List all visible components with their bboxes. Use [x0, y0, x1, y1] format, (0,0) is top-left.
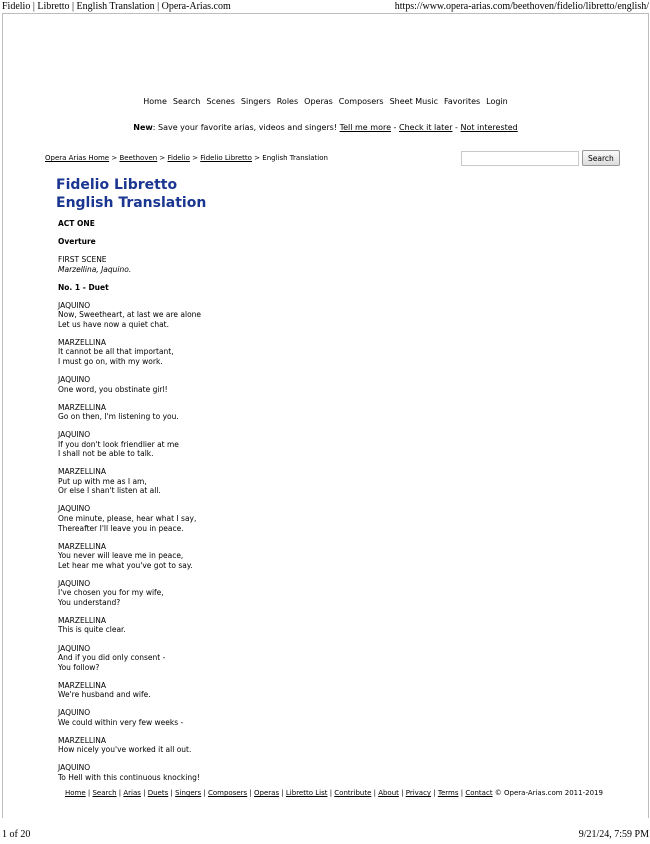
libretto-speaker: JAQUINO [58, 504, 91, 514]
footer-copyright: © Opera-Arias.com 2011-2019 [494, 789, 603, 797]
libretto-block [58, 375, 628, 394]
libretto-block [58, 681, 628, 700]
footer-link-about[interactable]: About [378, 789, 399, 797]
print-footer-page-number: 1 of 20 [2, 829, 31, 840]
libretto-line: It cannot be all that important, [58, 347, 174, 357]
libretto-block [58, 301, 628, 330]
footer-link-composers[interactable]: Composers [208, 789, 248, 797]
libretto-speaker: JAQUINO [58, 643, 91, 653]
libretto-block [58, 504, 628, 533]
libretto-speaker: JAQUINO [58, 763, 91, 773]
libretto-block [58, 708, 628, 727]
libretto-block [58, 542, 628, 571]
libretto-line: Let hear me what you've got to say. [58, 560, 193, 570]
print-footer [2, 829, 649, 841]
libretto-line: We're husband and wife. [58, 690, 151, 700]
nav-item-search[interactable]: Search [172, 97, 201, 106]
search-input[interactable] [461, 151, 579, 166]
nav-item-roles[interactable]: Roles [276, 97, 299, 106]
nav-item-composers[interactable]: Composers [338, 97, 384, 106]
search-button[interactable]: Search [582, 150, 620, 166]
print-header [2, 1, 649, 13]
libretto-speaker: MARZELLINA [58, 615, 106, 625]
libretto-speaker: JAQUINO [58, 578, 91, 588]
libretto-line: Now, Sweetheart, at last we are alone [58, 310, 202, 320]
libretto-speaker: JAQUINO [58, 375, 91, 385]
footer-link-duets[interactable]: Duets [147, 789, 169, 797]
libretto-speaker: JAQUINO [58, 708, 91, 718]
libretto-line: This is quite clear. [58, 625, 126, 635]
libretto-line: You follow? [58, 662, 100, 672]
libretto-line: We could within very few weeks - [58, 717, 184, 727]
notice-link-not-interested[interactable]: Not interested [460, 123, 518, 132]
footer-link-arias[interactable]: Arias [123, 789, 141, 797]
libretto-line: You never will leave me in peace, [58, 551, 184, 561]
libretto-line: You understand? [58, 597, 121, 607]
top-navigation [3, 97, 648, 106]
libretto-heading: No. 1 - Duet [58, 282, 109, 292]
footer-link-libretto-list[interactable]: Libretto List [285, 789, 328, 797]
search-bar [461, 150, 620, 166]
libretto-speaker: MARZELLINA [58, 541, 106, 551]
notice-link-tell-me-more[interactable]: Tell me more [339, 123, 391, 132]
nav-item-login[interactable]: Login [486, 97, 508, 106]
breadcrumb-link-beethoven[interactable]: Beethoven [119, 154, 158, 162]
footer-link-contact[interactable]: Contact [465, 789, 493, 797]
libretto-block [58, 579, 628, 608]
footer-link-operas[interactable]: Operas [254, 789, 280, 797]
libretto-speaker: JAQUINO [58, 430, 91, 440]
breadcrumb-link-opera-arias-home[interactable]: Opera Arias Home [45, 154, 110, 162]
page-title-line1: Fidelio Libretto [56, 177, 178, 193]
libretto-block [58, 467, 628, 496]
nav-item-home[interactable]: Home [143, 97, 167, 106]
promo-text: : Save your favorite arias, videos and singers! [152, 123, 338, 132]
libretto-line: To Hell with this continuous knocking! [58, 772, 200, 782]
libretto-block [58, 430, 628, 459]
libretto-speaker: MARZELLINA [58, 680, 106, 690]
nav-item-scenes[interactable]: Scenes [206, 97, 235, 106]
libretto-speaker: MARZELLINA [58, 337, 106, 347]
libretto-heading: ACT ONE [58, 219, 95, 228]
breadcrumb-current: English Translation [262, 154, 328, 162]
footer-link-search[interactable]: Search [92, 789, 117, 797]
page-title-line2: English Translation [56, 194, 207, 211]
promo-notice: New: Save your favorite arias, videos and singers! Tell me more - Check it later - Not interested [133, 123, 518, 132]
libretto-block [58, 616, 628, 635]
libretto-line: Or else I shan't listen at all. [58, 486, 161, 496]
libretto-block [58, 736, 628, 755]
libretto-line: One minute, please, hear what I say, [58, 514, 197, 524]
libretto-line: If you don't look friendlier at me [58, 439, 179, 449]
print-header-url: https://www.opera-arias.com/beethoven/fidelio/libretto/english/ [394, 1, 649, 12]
footer-link-home[interactable]: Home [65, 789, 86, 797]
breadcrumb-link-fidelio-libretto[interactable]: Fidelio Libretto [200, 154, 252, 162]
libretto-line: How nicely you've worked it all out. [58, 745, 192, 755]
nav-item-operas[interactable]: Operas [304, 97, 333, 106]
libretto-line: And if you did only consent - [58, 653, 166, 663]
breadcrumb: Opera Arias Home > Beethoven > Fidelio > Fidelio Libretto > English Translation [45, 154, 328, 162]
libretto-line: One word, you obstinate girl! [58, 384, 168, 394]
libretto-stage-direction: Marzellina, Jaquino. [58, 264, 132, 274]
notice-link-check-it-later[interactable]: Check it later [398, 123, 453, 132]
site-footer: Home | Search | Arias | Duets | Singers | Composers | Operas | Libretto List | Contribute | About | Privacy | Terms | Contact © Opera-Arias.com 2011-2019 [65, 789, 603, 797]
libretto-scene-title: FIRST SCENE [58, 255, 107, 265]
footer-link-contribute[interactable]: Contribute [334, 789, 372, 797]
breadcrumb-link-fidelio[interactable]: Fidelio [167, 154, 190, 162]
libretto-line: Let us have now a quiet chat. [58, 319, 169, 329]
libretto-speaker: JAQUINO [58, 300, 91, 310]
libretto-speaker: MARZELLINA [58, 402, 106, 412]
libretto-block [58, 237, 628, 247]
libretto-line: Thereafter I'll leave you in peace. [58, 523, 184, 533]
nav-item-singers[interactable]: Singers [240, 97, 271, 106]
libretto-block [58, 255, 628, 274]
libretto-block [58, 763, 628, 782]
libretto-block [58, 219, 628, 229]
libretto-speaker: MARZELLINA [58, 467, 106, 477]
print-footer-datetime: 9/21/24, 7:59 PM [578, 829, 649, 840]
footer-link-privacy[interactable]: Privacy [405, 789, 432, 797]
footer-link-terms[interactable]: Terms [437, 789, 459, 797]
libretto-block [58, 403, 628, 422]
promo-new-label: New [133, 123, 153, 132]
libretto-line: Go on then, I'm listening to you. [58, 412, 179, 422]
libretto-block [58, 338, 628, 367]
libretto-line: Put up with me as I am, [58, 476, 147, 486]
nav-item-favorites[interactable]: Favorites [444, 97, 481, 106]
nav-item-sheet-music[interactable]: Sheet Music [389, 97, 439, 106]
printed-page-frame [2, 13, 649, 818]
libretto-block [58, 644, 628, 673]
page-title [56, 177, 206, 212]
footer-link-singers[interactable]: Singers [175, 789, 202, 797]
libretto-content [58, 219, 628, 791]
libretto-line: I must go on, with my work. [58, 356, 163, 366]
libretto-heading: Overture [58, 237, 96, 247]
libretto-line: I shall not be able to talk. [58, 449, 154, 459]
libretto-speaker: MARZELLINA [58, 735, 106, 745]
libretto-line: I've chosen you for my wife, [58, 588, 164, 598]
print-header-title: Fidelio | Libretto | English Translation | Opera-Arias.com [2, 1, 231, 12]
libretto-block [58, 283, 628, 293]
